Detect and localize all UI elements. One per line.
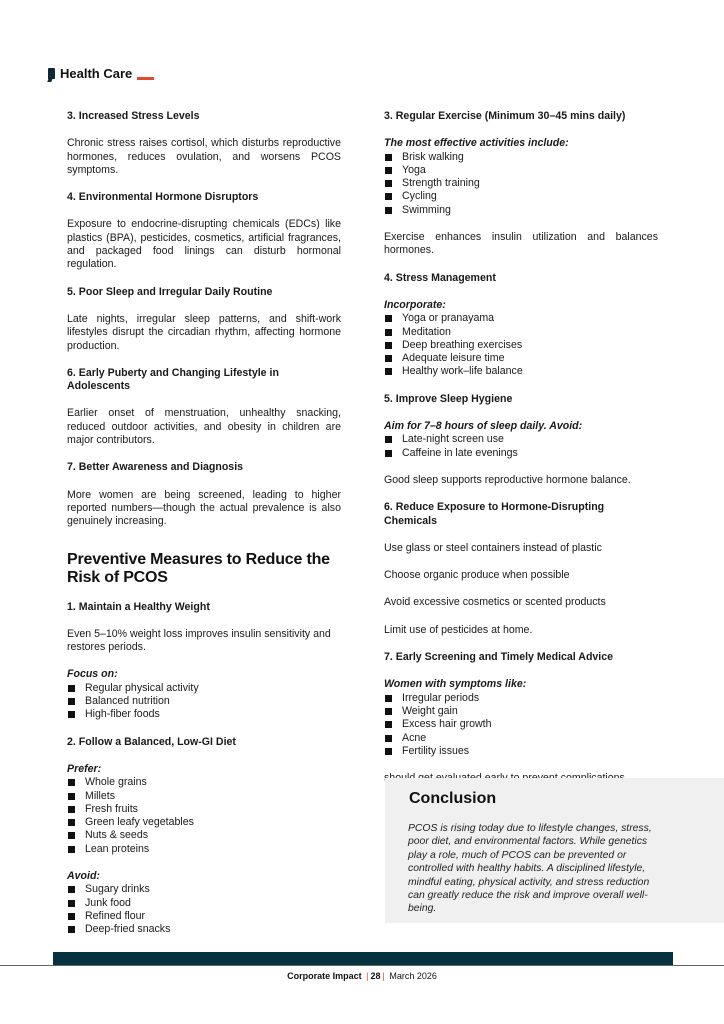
stress-list (384, 312, 658, 378)
list-item: High-fiber foods (67, 708, 341, 721)
list-item: Regular physical activity (67, 682, 341, 695)
square-bullet-icon (68, 913, 75, 920)
square-bullet-icon (385, 180, 392, 187)
exercise-list (384, 151, 658, 217)
square-bullet-icon (68, 698, 75, 705)
paragraph: Choose organic produce when possible (384, 569, 570, 582)
footer-separator: | (366, 971, 369, 981)
list-item: Excess hair growth (384, 718, 658, 731)
square-bullet-icon (385, 450, 392, 457)
square-bullet-icon (385, 748, 392, 755)
section-heading: 4. Environmental Hormone Disruptors (67, 191, 259, 204)
list-item: Refined flour (67, 910, 341, 923)
list-item: Sugary drinks (67, 883, 341, 896)
right-column (384, 110, 658, 799)
footer-bar (53, 952, 673, 965)
square-bullet-icon (385, 708, 392, 715)
square-bullet-icon (385, 355, 392, 362)
square-bullet-icon (68, 900, 75, 907)
square-bullet-icon (68, 711, 75, 718)
footer-separator: | (382, 971, 385, 981)
list-item: Whole grains (67, 776, 341, 789)
square-bullet-icon (385, 695, 392, 702)
list-item: Adequate leisure time (384, 352, 658, 365)
paragraph: Exposure to endocrine-disrupting chemicals (EDCs) like plastics (BPA), pesticides, cosmetics, artificial fragrances, and packaged food linings can disturb hormonal regulation. (67, 218, 341, 271)
list-item: Deep-fried snacks (67, 923, 341, 936)
list-label: The most effective activities include: (384, 137, 569, 150)
list-item: Green leafy vegetables (67, 816, 341, 829)
square-bullet-icon (385, 167, 392, 174)
page-footer (0, 971, 724, 981)
list-label: Focus on: (67, 668, 118, 681)
square-bullet-icon (68, 832, 75, 839)
section-heading: 7. Better Awareness and Diagnosis (67, 461, 244, 474)
paragraph: Good sleep supports reproductive hormone balance. (384, 473, 631, 486)
footer-divider (0, 965, 724, 966)
list-item: Millets (67, 790, 341, 803)
list-item: Nuts & seeds (67, 829, 341, 842)
conclusion-body: PCOS is rising today due to lifestyle changes, stress, poor diet, and environmental factors. While genetics play a role, much of PCOS can be prevented or controlled with healthy habits. A disciplined lifestyle, mindful eating, physical activity, and stress reduction can greatly reduce the risk and improve overall well-being. (408, 823, 652, 915)
square-bullet-icon (385, 207, 392, 214)
sleep-list (384, 433, 658, 460)
list-item: Fertility issues (384, 745, 658, 758)
page-header (48, 66, 154, 81)
section-heading: 6. Early Puberty and Changing Lifestyle in Adolescents (67, 366, 279, 393)
avoid-list (67, 883, 341, 936)
list-item: Late-night screen use (384, 433, 658, 446)
square-bullet-icon (385, 329, 392, 336)
paragraph: Use glass or steel containers instead of plastic (384, 541, 602, 554)
paragraph: Chronic stress raises cortisol, which disturbs reproductive hormones, reduces ovulation, and worsens PCOS symptoms. (67, 137, 341, 176)
list-item: Deep breathing exercises (384, 339, 658, 352)
square-bullet-icon (68, 819, 75, 826)
paragraph: Exercise enhances insulin utilization and balances hormones. (384, 231, 658, 257)
square-bullet-icon (385, 193, 392, 200)
section-heading: 5. Poor Sleep and Irregular Daily Routine (67, 285, 273, 298)
square-bullet-icon (385, 735, 392, 742)
list-label: Prefer: (67, 762, 102, 775)
issue-date: March 2026 (389, 971, 437, 981)
left-column (67, 110, 341, 950)
square-bullet-icon (385, 721, 392, 728)
page-number: 28 (370, 971, 381, 981)
focus-list (67, 682, 341, 722)
section-heading: 6. Reduce Exposure to Hormone-Disrupting Chemicals (384, 501, 605, 527)
square-bullet-icon (68, 846, 75, 853)
accent-underline (137, 77, 154, 80)
square-bullet-icon (68, 886, 75, 893)
list-item: Lean proteins (67, 843, 341, 856)
section-heading: 1. Maintain a Healthy Weight (67, 600, 210, 613)
paragraph: More women are being screened, leading to higher reported numbers—though the actual prevalence is also genuinely increasing. (67, 488, 341, 528)
section-marker-icon (48, 68, 55, 79)
paragraph: Earlier onset of menstruation, unhealthy snacking, reduced outdoor activities, and obesity in children are major contributors. (67, 407, 341, 447)
section-heading: 3. Regular Exercise (Minimum 30–45 mins daily) (384, 110, 626, 122)
conclusion-box (385, 778, 724, 923)
square-bullet-icon (385, 436, 392, 443)
list-item: Brisk walking (384, 151, 658, 164)
prefer-list (67, 776, 341, 856)
square-bullet-icon (68, 779, 75, 786)
symptoms-list (384, 692, 658, 758)
list-label: Incorporate: (384, 298, 446, 311)
list-item: Yoga (384, 164, 658, 177)
list-item: Meditation (384, 326, 658, 339)
square-bullet-icon (68, 793, 75, 800)
section-title: Health Care (60, 66, 133, 81)
list-item: Yoga or pranayama (384, 312, 658, 325)
square-bullet-icon (385, 154, 392, 161)
list-label: Aim for 7–8 hours of sleep daily. Avoid: (384, 420, 583, 433)
square-bullet-icon (385, 368, 392, 375)
list-item: Balanced nutrition (67, 695, 341, 708)
square-bullet-icon (68, 806, 75, 813)
list-label: Avoid: (67, 869, 100, 882)
list-item: Junk food (67, 897, 341, 910)
section-heading: 2. Follow a Balanced, Low-GI Diet (67, 735, 236, 748)
square-bullet-icon (68, 926, 75, 933)
list-item: Fresh fruits (67, 803, 341, 816)
list-item: Caffeine in late evenings (384, 447, 658, 460)
paragraph: Avoid excessive cosmetics or scented products (384, 596, 606, 609)
list-item: Cycling (384, 190, 658, 203)
paragraph: Late nights, irregular sleep patterns, and shift-work lifestyles disrupt the circadian rhythm, affecting hormone production. (67, 312, 341, 352)
list-item: Swimming (384, 204, 658, 217)
preventive-measures-title: Preventive Measures to Reduce the Risk of PCOS (67, 550, 330, 586)
section-heading: 7. Early Screening and Timely Medical Advice (384, 651, 614, 664)
square-bullet-icon (385, 315, 392, 322)
square-bullet-icon (385, 342, 392, 349)
square-bullet-icon (68, 685, 75, 692)
list-item: Healthy work–life balance (384, 365, 658, 378)
list-item: Weight gain (384, 705, 658, 718)
list-item: Acne (384, 732, 658, 745)
list-item: Irregular periods (384, 692, 658, 705)
list-item: Strength training (384, 177, 658, 190)
list-label: Women with symptoms like: (384, 678, 527, 691)
section-heading: 5. Improve Sleep Hygiene (384, 392, 513, 405)
section-heading: 4. Stress Management (384, 271, 496, 284)
section-heading: 3. Increased Stress Levels (67, 110, 200, 122)
paragraph: Even 5–10% weight loss improves insulin sensitivity and restores periods. (67, 627, 331, 654)
publication-name: Corporate Impact (287, 971, 362, 981)
paragraph: Limit use of pesticides at home. (384, 623, 533, 636)
conclusion-title: Conclusion (409, 790, 497, 807)
